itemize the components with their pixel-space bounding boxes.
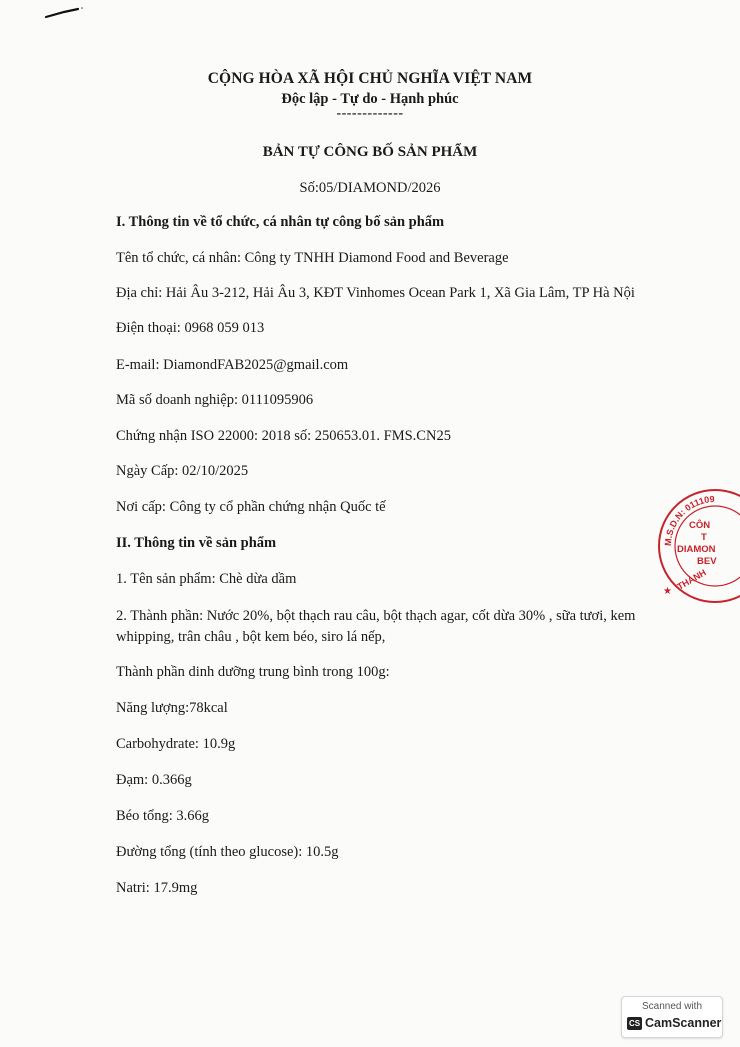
- separator: -------------: [336, 106, 404, 121]
- seal-line3: DIAMON: [677, 544, 716, 555]
- nutrition-carbs: Carbohydrate: 10.9g: [116, 736, 236, 752]
- badge-caption: Scanned with: [641, 1001, 703, 1012]
- issue-date: Ngày Cấp: 02/10/2025: [116, 463, 249, 479]
- seal-line4: BEV: [697, 556, 717, 567]
- nutrition-sugar: Đường tổng (tính theo glucose): 10.5g: [116, 844, 339, 860]
- badge-name: CamScanner: [645, 1016, 722, 1030]
- nutrition-protein: Đạm: 0.366g: [116, 772, 192, 788]
- section1-heading: I. Thông tin về tổ chức, cá nhân tự công bố sản phẩm: [116, 214, 445, 230]
- nutrition-fat: Béo tổng: 3.66g: [116, 808, 210, 824]
- document-number: Số:05/DIAMOND/2026: [299, 180, 441, 196]
- seal-bottom-text: THÀNH: [675, 567, 708, 592]
- ingredients: 2. Thành phần: Nước 20%, bột thạch rau câu, bột thạch agar, cốt dừa 30% , sữa tươi, kem whipping, trân châu , bột kem béo, siro lá nếp,: [116, 608, 636, 645]
- seal-ring-text: M.S.D.N: 011109: [662, 493, 715, 547]
- iso-certificate: Chứng nhận ISO 22000: 2018 số: 250653.01. FMS.CN25: [116, 428, 451, 444]
- org-name: Tên tổ chức, cá nhân: Công ty TNHH Diamond Food and Beverage: [116, 250, 509, 266]
- company-seal-icon: [653, 484, 740, 604]
- motto: Độc lập - Tự do - Hạnh phúc: [281, 91, 459, 107]
- issuer: Nơi cấp: Công ty cổ phần chứng nhận Quốc tế: [116, 499, 386, 515]
- camscanner-badge: [621, 996, 723, 1038]
- seal-line1: CÔN: [689, 520, 711, 531]
- seal-line2: T: [701, 532, 707, 543]
- country-heading: CỘNG HÒA XÃ HỘI CHỦ NGHĨA VIỆT NAM: [207, 70, 533, 87]
- nutrition-energy: Năng lượng:78kcal: [116, 700, 228, 716]
- pen-mark: [44, 6, 84, 20]
- nutrition-sodium: Natri: 17.9mg: [116, 880, 198, 896]
- section2-heading: II. Thông tin về sản phẩm: [116, 535, 277, 551]
- tax-code: Mã số doanh nghiệp: 0111095906: [116, 392, 314, 408]
- document-title: BẢN TỰ CÔNG BỐ SẢN PHẨM: [262, 144, 478, 160]
- address: Địa chỉ: Hải Âu 3-212, Hải Âu 3, KĐT Vinhomes Ocean Park 1, Xã Gia Lâm, TP Hà Nội: [116, 285, 635, 301]
- phone: Điện thoại: 0968 059 013: [116, 320, 265, 336]
- product-name: 1. Tên sản phẩm: Chè dừa dầm: [116, 571, 297, 587]
- camscanner-logo-icon: CS: [628, 1019, 641, 1028]
- nutrition-title: Thành phần dinh dưỡng trung bình trong 100g:: [116, 664, 390, 680]
- svg-text:★: ★: [663, 586, 672, 597]
- email: E-mail: DiamondFAB2025@gmail.com: [116, 357, 349, 373]
